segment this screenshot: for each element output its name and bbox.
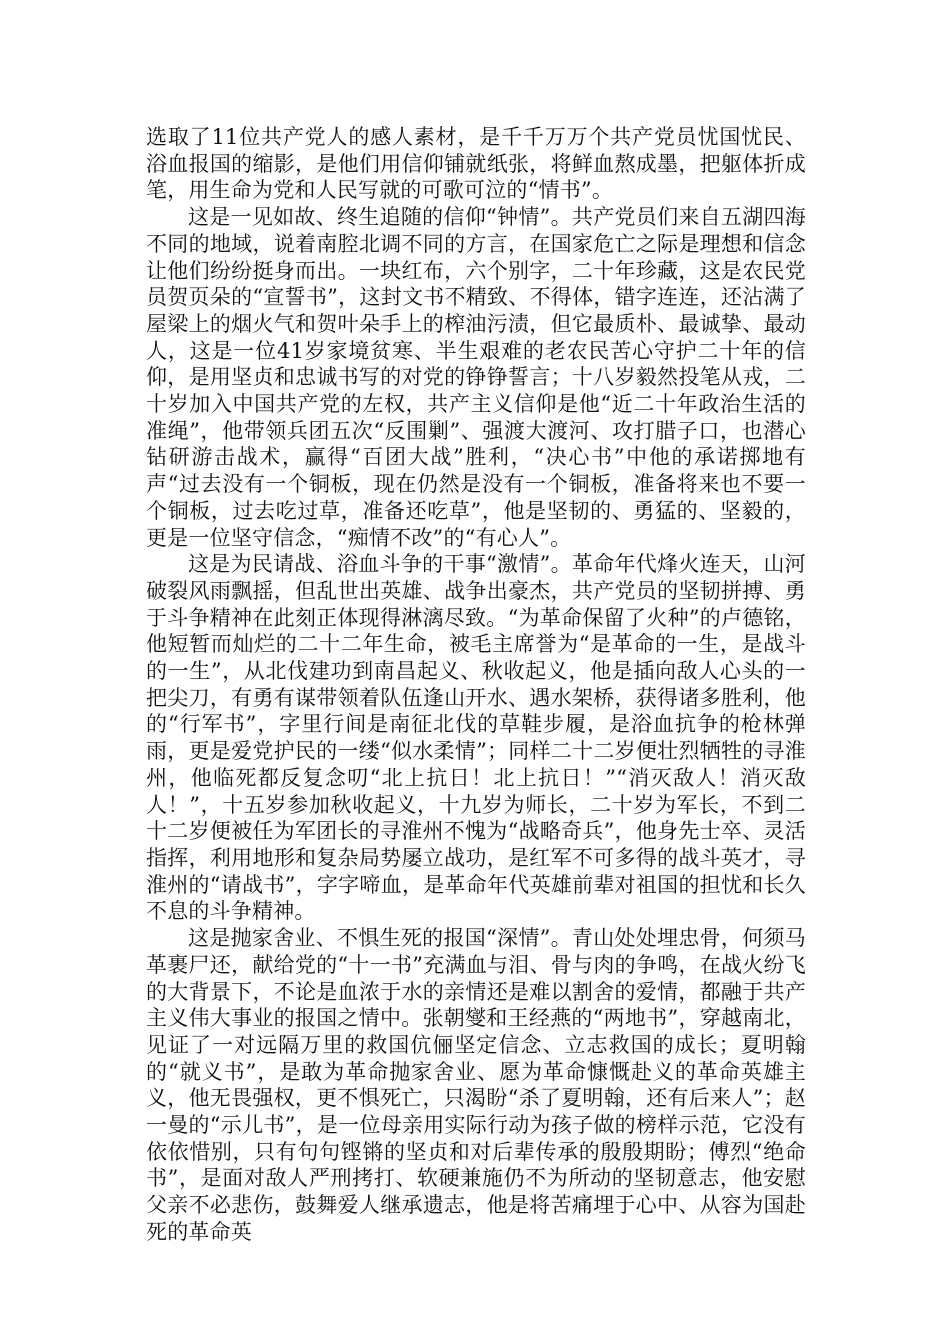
- paragraph-shenqing: 这是抛家舍业、不惧生死的报国“深情”。青山处处埋忠骨，何须马革裹尸还，献给党的“十一书”充满血与泪、骨与肉的争鸣，在战火纷飞的大背景下，不论是血浓于水的亲情还是难以割舍的爱情，都融于共产主义伟大事业的报国之情中。张朝燮和王经燕的“两地书”，穿越南北，见证了一对远隔万里的救国伉俪坚定信念、立志救国的成长；夏明翰的“就义书”，是敢为革命抛家舍业、愿为革命慷慨赴义的革命英雄主义，他无畏强权，更不惧死亡，只渴盼“杀了夏明翰，还有后来人”；赵一曼的“示儿书”，是一位母亲用实际行动为孩子做的榜样示范，它没有依依惜别，只有句句铿锵的坚贞和对后辈传承的殷殷期盼；傅烈“绝命书”，是面对敌人严刑拷打、软硬兼施仍不为所动的坚韧意志，他安慰父亲不必悲伤，鼓舞爱人继承遗志，他是将苦痛埋于心中、从容为国赴死的革命英: [146, 926, 806, 1244]
- paragraph-zhongqing: 这是一见如故、终生追随的信仰“钟情”。共产党员们来自五湖四海不同的地域，说着南腔北调不同的方言，在国家危亡之际是理想和信念让他们纷纷挺身而出。一块红布，六个别字，二十年珍藏，这是农民党员贺页朵的“宣誓书”，这封文书不精致、不得体，错字连连，还沾满了屋梁上的烟火气和贺叶朵手上的榨油污渍，但它最质朴、最诚挚、最动人，这是一位41岁家境贫寒、半生艰难的老农民苦心守护二十年的信仰，是用坚贞和忠诚书写的对党的铮铮誓言；十八岁毅然投笔从戎，二十岁加入中国共产党的左权，共产主义信仰是他“近二十年政治生活的准绳”，他带领兵团五次“反围剿”、强渡大渡河、攻打腊子口，也潜心钻研游击战术，赢得“百团大战”胜利，“决心书”中他的承诺掷地有声“过去没有一个铜板，现在仍然是没有一个铜板，准备将来也不要一个铜板，过去吃过草，准备还吃草”，他是坚韧的、勇猛的、坚毅的，更是一位坚守信念，“痴情不改”的“有心人”。: [146, 205, 806, 550]
- article-body: [146, 124, 806, 1246]
- paragraph-jiqing: 这是为民请战、浴血斗争的干事“激情”。革命年代烽火连天，山河破裂风雨飘摇，但乱世出英雄、战争出豪杰，共产党员的坚韧拼搏、勇于斗争精神在此刻正体现得淋漓尽致。“为革命保留了火种”的卢德铭，他短暂而灿烂的二十二年生命，被毛主席誉为“是革命的一生，是战斗的一生”，从北伐建功到南昌起义、秋收起义，他是插向敌人心头的一把尖刀，有勇有谋带领着队伍逢山开水、遇水架桥，获得诸多胜利，他的“行军书”，字里行间是南征北伐的草鞋步履，是浴血抗争的枪林弹雨，更是爱党护民的一缕“似水柔情”；同样二十二岁便壮烈牺牲的寻淮州，他临死都反复念叨“北上抗日！北上抗日！”“消灭敌人！消灭敌人！”，十五岁参加秋收起义，十九岁为师长，二十岁为军长，不到二十二岁便被任为军团长的寻淮州不愧为“战略奇兵”，他身先士卒、灵活指挥，利用地形和复杂局势屡立战功，是红军不可多得的战斗英才，寻淮州的“请战书”，字字啼血，是革命年代英雄前辈对祖国的担忧和长久不息的斗争精神。: [146, 552, 806, 924]
- paragraph-intro-continuation: 选取了11位共产党人的感人素材，是千千万万个共产党员忧国忧民、浴血报国的缩影，是他们用信仰铺就纸张，将鲜血熬成墨，把躯体折成笔，用生命为党和人民写就的可歌可泣的“情书”。: [146, 125, 806, 203]
